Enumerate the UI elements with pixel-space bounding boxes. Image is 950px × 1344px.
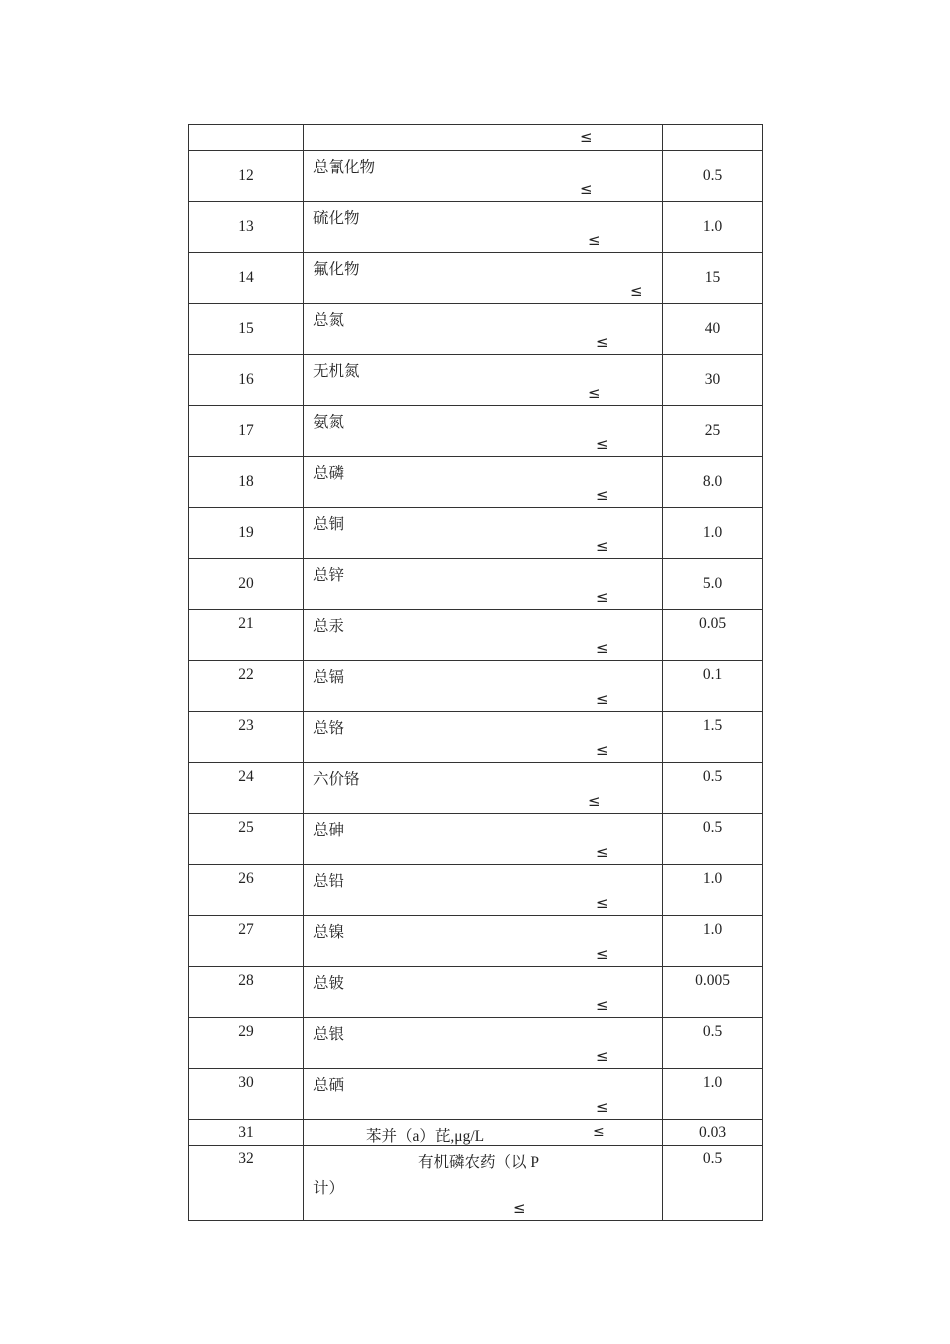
row-number: 26	[238, 870, 254, 887]
leq-symbol: ≤	[596, 945, 609, 963]
row-number: 12	[238, 167, 254, 184]
pollutant-name: 苯并（a）芘,μg/L	[366, 1128, 485, 1145]
row-number: 30	[238, 1074, 254, 1091]
limit-value: 1.0	[702, 921, 723, 938]
leq-symbol: ≤	[596, 894, 609, 912]
leq-symbol: ≤	[596, 333, 609, 351]
pollutant-name: 总镍	[313, 924, 345, 941]
leq-symbol: ≤	[596, 1047, 609, 1065]
pollutant-name: 总铍	[313, 975, 345, 992]
table-row	[189, 610, 763, 661]
pollutant-name: 硫化物	[313, 210, 360, 227]
pollutant-name: 总氰化物	[313, 159, 376, 176]
leq-symbol: ≤	[596, 690, 609, 708]
row-number: 20	[238, 575, 254, 592]
table-row	[189, 1069, 763, 1120]
limit-value: 0.03	[698, 1124, 727, 1141]
pollutant-name: 六价铬	[313, 771, 360, 788]
row-number: 32	[238, 1150, 254, 1167]
row-number: 28	[238, 972, 254, 989]
table-row	[189, 865, 763, 916]
row-number: 21	[238, 615, 254, 632]
pollutant-name: 总砷	[313, 822, 345, 839]
leq-symbol: ≤	[596, 588, 609, 606]
table-row	[189, 457, 763, 508]
limit-value: 1.0	[702, 1074, 723, 1091]
limit-value: 0.5	[702, 1023, 723, 1040]
table-row	[189, 1120, 763, 1146]
limit-value: 5.0	[702, 575, 723, 592]
pollutant-name: 无机氮	[313, 363, 360, 380]
row-number: 15	[238, 320, 254, 337]
row-number: 19	[238, 524, 254, 541]
table-row	[189, 1018, 763, 1069]
pollutant-name: 总铬	[313, 720, 345, 737]
pollutant-name: 总镉	[313, 669, 345, 686]
pollutant-name: 总氮	[313, 312, 345, 329]
limit-value: 0.1	[702, 666, 723, 683]
limit-value: 25	[704, 422, 721, 439]
limit-value: 1.5	[702, 717, 723, 734]
limit-value: 0.05	[698, 615, 727, 632]
table-row	[189, 304, 763, 355]
table-row	[189, 763, 763, 814]
row-number: 17	[238, 422, 254, 439]
leq-symbol: ≤	[596, 639, 609, 657]
table-row	[189, 508, 763, 559]
row-number: 16	[238, 371, 254, 388]
leq-symbol: ≤	[596, 537, 609, 555]
table-row	[189, 559, 763, 610]
pollutant-name: 总硒	[313, 1077, 345, 1094]
limit-value: 30	[704, 371, 721, 388]
pollutant-name: 总磷	[313, 465, 345, 482]
leq-symbol: ≤	[596, 1098, 609, 1116]
leq-symbol: ≤	[596, 996, 609, 1014]
limit-value: 15	[704, 269, 721, 286]
name-cell	[304, 125, 663, 151]
row-number: 22	[238, 666, 254, 683]
row-number: 23	[238, 717, 254, 734]
pollutant-name: 总锌	[313, 567, 345, 584]
table-row	[189, 814, 763, 865]
table-row	[189, 355, 763, 406]
limit-value: 1.0	[702, 524, 723, 541]
pollutant-name-line1: 有机磷农药（以 P	[418, 1154, 539, 1171]
leq-symbol: ≤	[588, 384, 601, 402]
table-row	[189, 712, 763, 763]
pollutant-name: 氨氮	[313, 414, 345, 431]
leq-symbol: ≤	[580, 180, 593, 198]
value-cell	[663, 125, 763, 151]
leq-symbol: ≤	[593, 1124, 605, 1140]
pollutant-name: 总汞	[313, 618, 345, 635]
row-number: 14	[238, 269, 254, 286]
table-row	[189, 125, 763, 151]
leq-symbol: ≤	[596, 843, 609, 861]
leq-symbol: ≤	[588, 231, 601, 249]
pollutant-name: 总铅	[313, 873, 345, 890]
limit-value: 1.0	[702, 870, 723, 887]
table-row	[189, 406, 763, 457]
row-number: 25	[238, 819, 254, 836]
pollutant-name-line2: 计）	[313, 1180, 345, 1197]
pollutant-name: 总银	[313, 1026, 345, 1043]
leq-symbol: ≤	[588, 792, 601, 810]
table-row	[189, 967, 763, 1018]
limit-value: 0.5	[702, 768, 723, 785]
row-number: 27	[238, 921, 254, 938]
row-number: 29	[238, 1023, 254, 1040]
limit-value: 1.0	[702, 218, 723, 235]
table-row	[189, 151, 763, 202]
pollutant-limits-table	[188, 124, 763, 1221]
table-row	[189, 253, 763, 304]
limit-value: 0.005	[695, 972, 730, 989]
leq-symbol: ≤	[596, 435, 609, 453]
leq-symbol: ≤	[580, 128, 593, 146]
limit-value: 8.0	[702, 473, 723, 490]
row-number: 13	[238, 218, 254, 235]
table-row	[189, 661, 763, 712]
leq-symbol: ≤	[630, 282, 643, 300]
row-number: 24	[238, 768, 254, 785]
row-number: 18	[238, 473, 254, 490]
limit-value: 40	[704, 320, 721, 337]
number-cell	[189, 125, 304, 151]
table-row	[189, 202, 763, 253]
limit-value: 0.5	[702, 1150, 723, 1167]
leq-symbol: ≤	[513, 1199, 526, 1217]
table-row	[189, 916, 763, 967]
limit-value: 0.5	[702, 819, 723, 836]
row-number: 31	[238, 1124, 254, 1141]
pollutant-name: 氟化物	[313, 261, 360, 278]
table-row	[189, 1146, 763, 1221]
leq-symbol: ≤	[596, 486, 609, 504]
limit-value: 0.5	[702, 167, 723, 184]
pollutant-name: 总铜	[313, 516, 345, 533]
leq-symbol: ≤	[596, 741, 609, 759]
